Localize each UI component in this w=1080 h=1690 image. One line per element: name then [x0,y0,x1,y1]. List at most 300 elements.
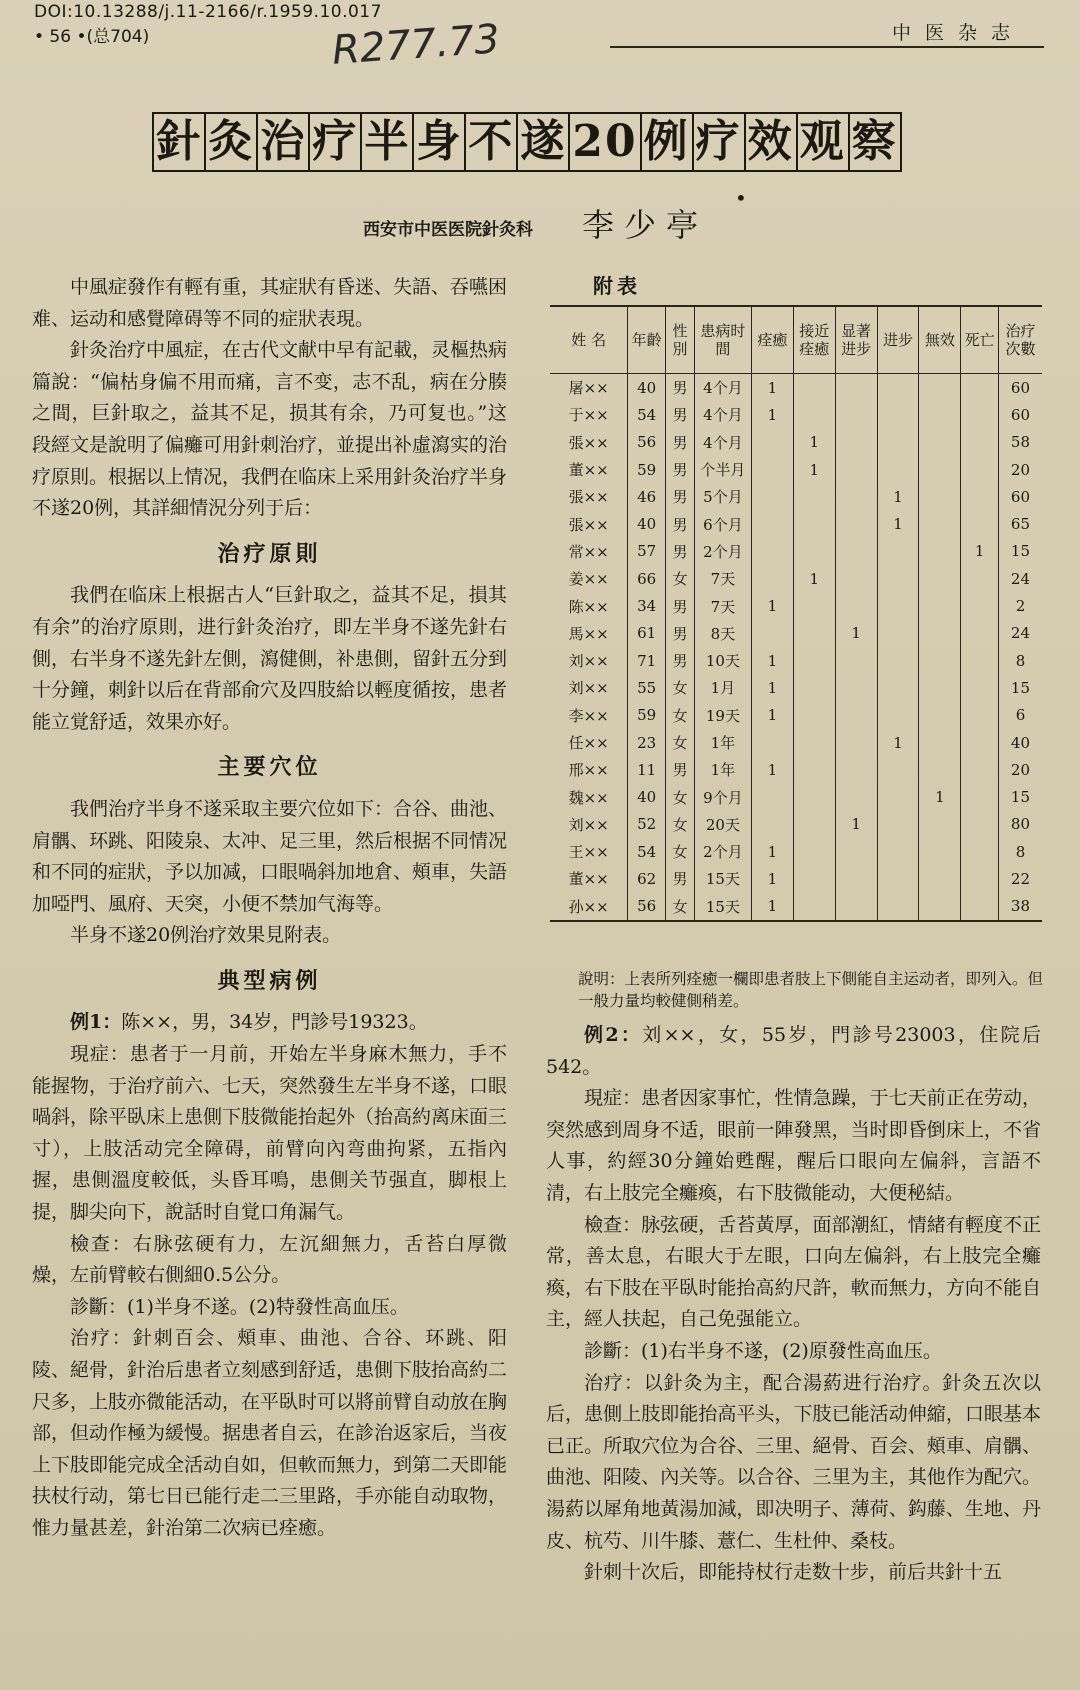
table-cell: 1 [751,674,793,701]
table-cell: 常×× [568,542,609,561]
table-cell [919,374,961,402]
table-header-cell: 性別 [665,306,694,374]
table-cell: 男 [665,429,694,456]
table-cell: 男 [665,647,694,674]
author-affiliation: 西安市中医医院針灸科 [363,220,533,240]
table-cell: 2个月 [694,538,751,565]
table-cell [877,538,919,565]
table-cell: 男 [665,756,694,783]
table-header-cell: 显著进步 [835,306,877,374]
table-header-cell: 治疗次數 [998,306,1042,374]
table-cell: 4个月 [694,374,751,402]
table-cell [877,865,919,892]
case2-info: 刘××，女，55岁，門診号23003，住院后542。 [546,1024,1041,1078]
table-cell: 男 [665,865,694,892]
table-cell: 62 [628,865,666,892]
table-cell: 7天 [694,592,751,619]
table-cell [835,893,877,921]
table-cell: 4个月 [694,401,751,428]
case2-label: 例2： [584,1024,643,1046]
intro-paragraph-2: 針灸治疗中風症，在古代文献中早有記載，灵樞热病篇說：“偏枯身偏不用而痛，言不变，志不乱，病在分腠之間，巨針取之，益其不足，损其有余，乃可复也。”这段經文是說明了偏癱可用針刺治疗，並提出补虛瀉实的治疗原則。根据以上情况，我們在临床上采用針灸治疗半身不遂20例，其詳細情況分列于后： [32,339,508,520]
table-cell: 孙×× [550,893,628,921]
table-cell: 2个月 [694,838,751,865]
table-cell: 1年 [694,756,751,783]
table-cell: 女 [665,838,694,865]
table-cell: 男 [665,401,694,428]
table-cell: 15 [998,783,1042,810]
article-title [147,108,907,176]
table-row [550,783,1042,810]
table-cell [793,756,835,783]
table-cell: 1月 [694,674,751,701]
table-cell: 男 [665,374,694,402]
case2-header [546,1020,1041,1083]
table-row [550,429,1042,456]
table-cell [793,592,835,619]
table-cell [919,429,961,456]
table-cell: 54 [628,401,666,428]
table-cell [919,674,961,701]
table-cell: 34 [628,592,666,619]
table-cell: 1 [751,702,793,729]
case2-treatment [546,1368,1041,1558]
title-char: 20 [568,112,641,172]
table-cell [835,647,877,674]
table-cell [919,893,961,921]
table-cell: 66 [628,565,666,592]
table-header-cell: 死亡 [961,306,999,374]
case1-symptom-text: 患者于一月前，开始左半身麻木無力，手不能握物，于治疗前六、七天，突然發生左半身不遂，口眼喎斜，除平臥床上患側下肢微能抬起外（抬高約离床面三寸），上肢活动完全障碍，前臂向內弯曲拘紧，五指內握，患側溫度較低，头昏耳鳴，患側关节强直，脚根上提，脚尖向下，說話时自覚口角漏气。 [32,1043,508,1224]
table-cell: 李×× [568,706,609,725]
table-cell: 男 [665,456,694,483]
table-cell: 8天 [694,620,751,647]
table-header-cell: 接近痊癒 [793,306,835,374]
case1-symptom [32,1039,507,1229]
table-cell [919,729,961,756]
table-cell: 6个月 [694,510,751,537]
table-cell: 1 [919,783,961,810]
table-cell [919,483,961,510]
table-cell: 女 [665,783,694,810]
table-cell: 1 [751,756,793,783]
table-cell: 王×× [568,843,609,862]
title-char: 遂 [516,112,570,172]
table-cell [961,456,999,483]
case2-diag-label: 診斷： [584,1339,642,1362]
table-cell [919,401,961,428]
table-cell: 張×× [568,433,609,452]
table-cell [793,783,835,810]
table-cell: 1 [751,401,793,428]
table-cell [919,811,961,838]
table-cell [793,865,835,892]
table-cell: 20 [998,456,1042,483]
case2-diagnosis [546,1336,1041,1368]
table-cell [961,729,999,756]
table-cell: 女 [665,893,694,921]
table-cell: 女 [665,729,694,756]
section-heading-principle: 治疗原則 [217,540,322,567]
table-cell: 1 [751,893,793,921]
table-cell: 馬×× [568,624,609,643]
table-cell [835,510,877,537]
table-cell: 15 [998,674,1042,701]
table-cell [961,401,999,428]
table-cell [835,783,877,810]
table-header-cell: 年齡 [628,306,666,374]
table-cell: 11 [628,756,666,783]
table-cell: 4个月 [694,429,751,456]
title-char: 灸 [204,112,258,172]
table-header-cell: 患病时間 [694,306,751,374]
case1-diag-text: (1)半身不遂。(2)特發性高血压。 [127,1295,409,1318]
table-cell: 于×× [568,406,609,425]
table-cell [961,429,999,456]
table-cell [877,702,919,729]
table-cell: 40 [628,374,666,402]
table-cell [961,783,999,810]
table-cell [877,456,919,483]
table-cell [961,374,999,402]
table-cell: 55 [628,674,666,701]
table-cell: 56 [628,429,666,456]
table-cell [961,838,999,865]
table-cell [835,401,877,428]
table-cell [793,702,835,729]
table-cell [835,592,877,619]
table-header-cell: 痊癒 [751,306,793,374]
table-row [550,647,1042,674]
section-heading-points: 主要穴位 [217,754,322,781]
table-cell [961,483,999,510]
title-char: 不 [464,112,518,172]
table-cell [919,865,961,892]
table-cell [961,510,999,537]
case1-treat-label: 治疗： [70,1327,133,1350]
doi-label: DOI:10.13288/j.11-2166/r.1959.10.017 [34,2,382,22]
table-cell: 1 [751,374,793,402]
case2-treat-text: 以針灸为主，配合湯葯进行治疗。針灸五次以后，患側上肢即能抬高平头，下肢已能活动伸縮，口眼基本已正。所取穴位为合谷、三里、絕骨、百会、頰車、肩髃、曲池、阳陵、內关等。以合谷、三里为主，其他作为配穴。湯葯以犀角地黃湯加減，即决明子、薄荷、鈎藤、生地、丹皮、杭芍、川牛膝、薏仁、生杜仲、桑枝。 [546,1371,1041,1552]
table-cell [877,893,919,921]
right-column [546,1020,1041,1589]
table-cell: 1 [793,456,835,483]
case1-symptom-label: 現症： [70,1043,130,1066]
table-cell [877,647,919,674]
table-row [550,374,1042,402]
table-row [550,756,1042,783]
table-cell: 22 [998,865,1042,892]
table-row [550,674,1042,701]
table-cell: 10天 [694,647,751,674]
case1-diagnosis [32,1292,507,1324]
table-row [550,893,1042,921]
table-row [550,838,1042,865]
table-cell: 1 [751,592,793,619]
table-cell: 1 [835,811,877,838]
table-cell: 魏×× [568,788,609,807]
table-row [550,620,1042,647]
table-cell [919,620,961,647]
table-cell: 54 [628,838,666,865]
table-row [550,592,1042,619]
table-cell: 23 [628,729,666,756]
table-cell: 61 [628,620,666,647]
table-cell [877,620,919,647]
table-cell [793,647,835,674]
table-cell: 9个月 [694,783,751,810]
table-cell [835,374,877,402]
points-paragraph: 我們治疗半身不遂采取主要穴位如下：合谷、曲池、肩髃、环跳、阳陵泉、太冲、足三里，然后根据不同情况和不同的症狀，予以加减，口眼喎斜加地倉、頰車，失語加啞門、風府、天突，小便不禁加气海等。 [32,797,508,915]
table-cell [751,510,793,537]
title-char: 身 [412,112,466,172]
table-cell: 張×× [568,515,609,534]
table-cell: 20 [998,756,1042,783]
table-cell: 58 [998,429,1042,456]
table-cell: 1 [835,620,877,647]
intro-paragraph-1: 中風症發作有輕有重，其症狀有昏迷、失語、吞嚥困难、运动和感覺障碍等不同的症狀表現。 [32,276,508,330]
title-char: 观 [796,112,850,172]
table-cell [793,401,835,428]
table-cell: 71 [628,647,666,674]
table-cell [877,565,919,592]
table-cell [751,620,793,647]
table-row [550,483,1042,510]
table-row [550,729,1042,756]
table-cell: 52 [628,811,666,838]
table-cell [835,429,877,456]
table-cell [919,702,961,729]
table-cell: 刘×× [568,652,609,671]
case2-treat-label: 治疗： [584,1371,644,1394]
table-cell [793,674,835,701]
table-cell [877,756,919,783]
table-cell: 女 [665,702,694,729]
table-cell [793,838,835,865]
table-caption: 附表 [593,274,641,298]
decorative-dot: • [735,186,747,210]
table-cell: 60 [998,401,1042,428]
table-row [550,510,1042,537]
table-cell [835,702,877,729]
table-cell: 1 [751,865,793,892]
table-cell [835,674,877,701]
table-cell: 刘×× [568,679,609,698]
handwritten-call-number: R277.73 [330,16,502,74]
table-cell [751,783,793,810]
table-row [550,702,1042,729]
table-cell: 董×× [568,870,609,889]
results-table [550,305,1042,922]
table-cell [877,374,919,402]
table-cell: 60 [998,374,1042,402]
table-header-cell: 無效 [919,306,961,374]
table-cell [793,893,835,921]
table-cell [961,647,999,674]
table-cell: 1 [877,510,919,537]
table-cell: 8 [998,647,1042,674]
table-cell [793,374,835,402]
table-cell: 陈×× [568,597,609,616]
table-cell: 19天 [694,702,751,729]
table-cell: 15天 [694,865,751,892]
table-cell [835,756,877,783]
case2-exam-label: 檢查： [584,1213,642,1236]
table-cell [919,456,961,483]
table-cell [919,592,961,619]
table-cell [919,838,961,865]
table-cell [793,483,835,510]
table-row [550,811,1042,838]
table-cell [835,456,877,483]
table-cell [835,483,877,510]
table-cell [751,538,793,565]
table-cell [961,674,999,701]
title-char: 效 [744,112,798,172]
table-cell: 男 [665,510,694,537]
table-row [550,456,1042,483]
table-cell [877,783,919,810]
table-note: 說明：上表所列痊癒一欄即患者肢上下側能自主运动者，即列入。但一般力量均較健側稍差。 [578,970,1044,1010]
table-cell [751,729,793,756]
table-cell: 刘×× [568,815,609,834]
table-cell [877,838,919,865]
table-cell: 5个月 [694,483,751,510]
table-cell [919,647,961,674]
table-cell: 65 [998,510,1042,537]
table-cell: 40 [628,510,666,537]
table-cell: 董×× [568,461,609,480]
table-cell: 个半月 [694,456,751,483]
table-cell: 1年 [694,729,751,756]
table-cell: 1 [877,483,919,510]
table-row [550,565,1042,592]
table-cell: 24 [998,565,1042,592]
table-cell: 57 [628,538,666,565]
table-cell [793,811,835,838]
table-row [550,538,1042,565]
table-cell [751,483,793,510]
section-heading-cases: 典型病例 [217,967,322,994]
table-cell: 7天 [694,565,751,592]
header-rule [610,46,1044,48]
table-cell [793,510,835,537]
title-char: 察 [848,112,902,172]
table-cell: 2 [998,592,1042,619]
table-cell: 59 [628,456,666,483]
table-cell: 40 [628,783,666,810]
table-cell: 女 [665,674,694,701]
table-cell: 40 [998,729,1042,756]
table-cell: 15天 [694,893,751,921]
table-cell: 80 [998,811,1042,838]
table-cell [751,456,793,483]
title-char: 疗 [308,112,362,172]
title-char: 疗 [692,112,746,172]
table-cell [751,811,793,838]
table-cell: 張×× [568,488,609,507]
case1-diag-label: 診斷： [70,1295,128,1318]
case1-info: 陈××，男，34岁，門診号19323。 [121,1011,428,1034]
table-cell: 1 [751,647,793,674]
table-cell [877,592,919,619]
table-cell: 46 [628,483,666,510]
table-cell: 1 [877,729,919,756]
table-cell: 1 [961,538,999,565]
table-cell [793,620,835,647]
case1-treatment [32,1323,507,1544]
table-header-row [550,306,1042,374]
table-cell [751,429,793,456]
table-cell: 男 [665,538,694,565]
table-cell: 邢×× [568,761,609,780]
table-cell: 女 [665,811,694,838]
table-cell [835,565,877,592]
table-body [550,374,1042,921]
table-cell [877,674,919,701]
case2-symptom-label: 現症： [584,1087,642,1110]
left-column [32,272,507,1545]
table-cell [835,865,877,892]
table-cell: 男 [665,592,694,619]
table-cell: 6 [998,702,1042,729]
author-name: 李少亭 [582,206,709,244]
case1-treat-text: 針刺百会、頰車、曲池、合谷、环跳、阳陵、絕骨，針治后患者立刻感到舒适，患側下肢抬高約二尺多，上肢亦微能活动，在平臥时可以將前臂自动放在胸部，但动作極为緩慢。据患者自云，在診治返家后，当夜上下肢即能完成全活动自如，但軟而無力，到第二天即能扶杖行动，第七日已能行走二三里路，手亦能自动取物，惟力量甚差，針治第二次病已痊癒。 [32,1327,508,1539]
table-cell: 男 [665,483,694,510]
table-cell [961,756,999,783]
table-cell: 1 [793,429,835,456]
case2-symptom-text: 患者因家事忙，性情急躁，于七天前正在劳动，突然感到周身不适，眼前一陣發黑，当时即昏倒床上，不省人事，約經30分鐘始甦醒，醒后口眼向左偏斜，言語不清，右上肢完全癱瘓，右下肢微能动，大便秘結。 [546,1087,1041,1204]
table-cell: 屠×× [568,379,609,398]
table-cell [961,702,999,729]
journal-name: 中医杂志 [891,22,1024,44]
case1-header [32,1007,507,1039]
case1-exam [32,1229,507,1292]
table-cell [835,729,877,756]
table-cell [793,538,835,565]
table-cell: 1 [793,565,835,592]
title-char: 例 [640,112,694,172]
table-header-cell: 进步 [877,306,919,374]
principle-paragraph: 我們在临床上根据古人“巨針取之，益其不足，損其有余”的治疗原則，进行針灸治疗，即左半身不遂先針右側，右半身不遂先針左側，瀉健側，补患側，留針五分到十分鐘，刺針以后在背部俞穴及四肢給以輕度循按，患者能立覚舒适，效果亦好。 [32,584,508,733]
table-cell: 姜×× [568,570,609,589]
table-cell: 38 [998,893,1042,921]
table-cell [877,429,919,456]
case2-exam [546,1210,1041,1336]
table-cell [919,756,961,783]
case1-exam-label: 檢查： [70,1232,133,1255]
table-cell: 59 [628,702,666,729]
table-cell: 男 [665,620,694,647]
page-number: • 56 •(总704) [34,27,150,47]
title-char: 治 [256,112,310,172]
table-cell: 24 [998,620,1042,647]
table-cell: 1 [751,838,793,865]
table-cell [961,811,999,838]
table-cell: 8 [998,838,1042,865]
table-cell: 20天 [694,811,751,838]
table-cell [835,838,877,865]
table-cell: 女 [665,565,694,592]
table-cell [919,538,961,565]
table-cell [793,729,835,756]
case2-diag-text: (1)右半身不遂，(2)原發性高血压。 [641,1339,942,1362]
table-cell [961,620,999,647]
table-row [550,401,1042,428]
table-cell: 15 [998,538,1042,565]
table-cell [919,510,961,537]
title-char: 半 [360,112,414,172]
results-paragraph: 半身不遂20例治疗效果見附表。 [70,924,342,947]
